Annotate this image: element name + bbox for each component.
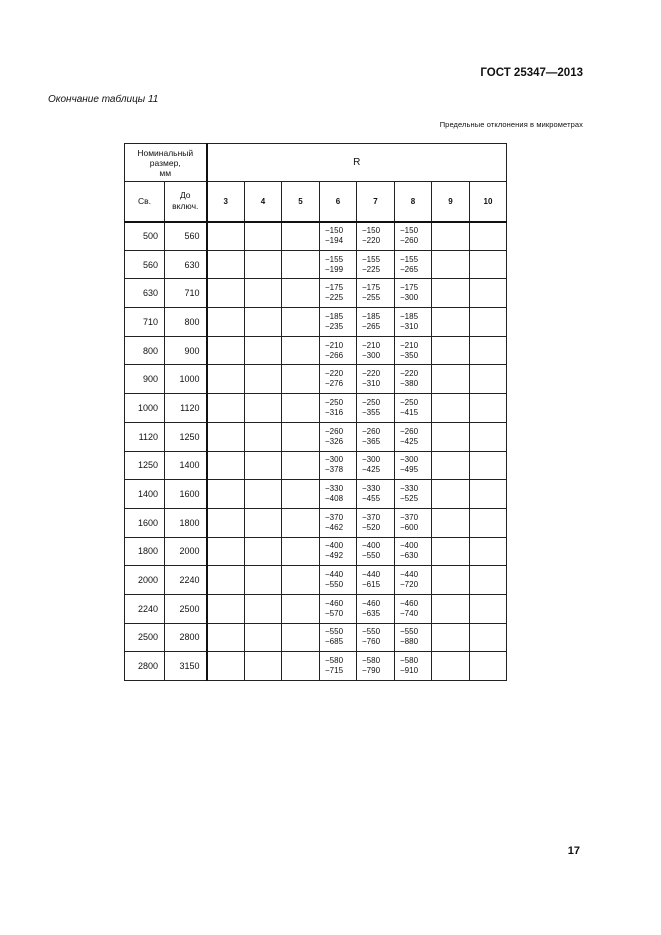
upper-deviation: −370 xyxy=(400,512,419,522)
lower-deviation: −380 xyxy=(400,379,419,389)
deviation-cell-g7 xyxy=(357,422,395,451)
upper-deviation: −580 xyxy=(400,656,419,666)
lower-deviation: −880 xyxy=(400,637,419,647)
size-from-cell: 2000 xyxy=(125,566,165,595)
upper-deviation: −460 xyxy=(400,598,419,608)
table-row xyxy=(125,652,507,681)
upper-deviation: −150 xyxy=(400,226,419,236)
deviation-cell-g7 xyxy=(357,652,395,681)
empty-grade-cell xyxy=(245,594,282,623)
deviation-cell-g6 xyxy=(320,566,357,595)
empty-grade-cell xyxy=(432,222,470,251)
upper-deviation: −440 xyxy=(325,570,344,580)
upper-deviation: −185 xyxy=(400,311,419,321)
size-to-cell: 1800 xyxy=(165,508,207,537)
empty-grade-cell xyxy=(207,365,245,394)
grade-header: 10 xyxy=(470,182,507,222)
empty-grade-cell xyxy=(245,537,282,566)
upper-deviation: −175 xyxy=(400,283,419,293)
lower-deviation: −550 xyxy=(325,580,344,590)
lower-deviation: −225 xyxy=(362,264,381,274)
deviation-cell-g8 xyxy=(395,451,432,480)
lower-deviation: −495 xyxy=(400,465,419,475)
size-to-cell: 1400 xyxy=(165,451,207,480)
empty-grade-cell xyxy=(207,451,245,480)
lower-deviation: −300 xyxy=(400,293,419,303)
deviation-cell-g7 xyxy=(357,508,395,537)
deviation-cell-g7 xyxy=(357,566,395,595)
table-row xyxy=(125,365,507,394)
deviation-cell-g8 xyxy=(395,365,432,394)
empty-grade-cell xyxy=(432,308,470,337)
nominal-size-header xyxy=(125,144,207,182)
upper-deviation: −175 xyxy=(362,283,381,293)
size-to-cell: 2000 xyxy=(165,537,207,566)
upper-deviation: −300 xyxy=(362,455,381,465)
size-from-cell: 1000 xyxy=(125,394,165,423)
deviation-cell-g6 xyxy=(320,422,357,451)
deviation-cell-g8 xyxy=(395,537,432,566)
lower-deviation: −455 xyxy=(362,494,381,504)
empty-grade-cell xyxy=(207,594,245,623)
empty-grade-cell xyxy=(282,537,320,566)
deviation-cell-g8 xyxy=(395,508,432,537)
lower-deviation: −350 xyxy=(400,350,419,360)
table-row xyxy=(125,508,507,537)
size-from-cell: 710 xyxy=(125,308,165,337)
deviation-cell-g6 xyxy=(320,365,357,394)
size-to-cell: 800 xyxy=(165,308,207,337)
nominal-header-line: мм xyxy=(159,167,172,178)
table-caption: Окончание таблицы 11 xyxy=(48,94,159,105)
empty-grade-cell xyxy=(245,250,282,279)
deviation-cell-g8 xyxy=(395,422,432,451)
upper-deviation: −330 xyxy=(362,484,381,494)
empty-grade-cell xyxy=(245,480,282,509)
lower-deviation: −266 xyxy=(325,350,344,360)
upper-deviation: −210 xyxy=(325,340,344,350)
upper-deviation: −155 xyxy=(400,254,419,264)
lower-deviation: −600 xyxy=(400,522,419,532)
deviation-cell-g8 xyxy=(395,222,432,251)
table-row xyxy=(125,480,507,509)
empty-grade-cell xyxy=(245,308,282,337)
upper-deviation: −150 xyxy=(325,226,344,236)
empty-grade-cell xyxy=(282,279,320,308)
upper-deviation: −400 xyxy=(362,541,381,551)
empty-grade-cell xyxy=(432,250,470,279)
lower-deviation: −492 xyxy=(325,551,344,561)
lower-deviation: −265 xyxy=(362,321,381,331)
upper-deviation: −185 xyxy=(325,311,344,321)
table-row xyxy=(125,566,507,595)
empty-grade-cell xyxy=(245,623,282,652)
empty-grade-cell xyxy=(432,652,470,681)
empty-grade-cell xyxy=(470,394,507,423)
lower-deviation: −790 xyxy=(362,666,381,676)
upper-deviation: −550 xyxy=(400,627,419,637)
size-from-cell: 500 xyxy=(125,222,165,251)
lower-deviation: −316 xyxy=(325,407,344,417)
lower-deviation: −355 xyxy=(362,407,381,417)
size-to-cell: 2800 xyxy=(165,623,207,652)
empty-grade-cell xyxy=(432,537,470,566)
lower-deviation: −760 xyxy=(362,637,381,647)
empty-grade-cell xyxy=(207,394,245,423)
lower-deviation: −425 xyxy=(400,436,419,446)
size-to-cell: 900 xyxy=(165,336,207,365)
deviation-cell-g7 xyxy=(357,222,395,251)
nominal-header-line: размер, xyxy=(149,157,181,168)
empty-grade-cell xyxy=(207,279,245,308)
empty-grade-cell xyxy=(207,480,245,509)
lower-deviation: −415 xyxy=(400,407,419,417)
upper-deviation: −370 xyxy=(325,512,344,522)
upper-deviation: −260 xyxy=(362,426,381,436)
upper-deviation: −175 xyxy=(325,283,344,293)
lower-deviation: −235 xyxy=(325,321,344,331)
size-from-cell: 1120 xyxy=(125,422,165,451)
empty-grade-cell xyxy=(470,480,507,509)
header-to-incl xyxy=(165,182,207,222)
upper-deviation: −400 xyxy=(325,541,344,551)
field-group-header: R xyxy=(207,144,507,182)
deviation-cell-g6 xyxy=(320,508,357,537)
empty-grade-cell xyxy=(470,652,507,681)
deviation-cell-g7 xyxy=(357,365,395,394)
lower-deviation: −220 xyxy=(362,236,381,246)
upper-deviation: −250 xyxy=(400,397,419,407)
lower-deviation: −255 xyxy=(362,293,381,303)
table-row xyxy=(125,537,507,566)
empty-grade-cell xyxy=(282,451,320,480)
size-from-cell: 1600 xyxy=(125,508,165,537)
grade-header: 3 xyxy=(207,182,245,222)
size-to-cell: 1120 xyxy=(165,394,207,423)
deviation-cell-g8 xyxy=(395,566,432,595)
empty-grade-cell xyxy=(245,394,282,423)
lower-deviation: −715 xyxy=(325,666,344,676)
empty-grade-cell xyxy=(282,308,320,337)
table-row xyxy=(125,279,507,308)
deviation-cell-g8 xyxy=(395,594,432,623)
page-number: 17 xyxy=(567,845,580,857)
empty-grade-cell xyxy=(207,623,245,652)
deviation-cell-g6 xyxy=(320,537,357,566)
empty-grade-cell xyxy=(470,308,507,337)
deviation-cell-g7 xyxy=(357,250,395,279)
size-to-cell: 1250 xyxy=(165,422,207,451)
lower-deviation: −310 xyxy=(400,321,419,331)
upper-deviation: −210 xyxy=(400,340,419,350)
empty-grade-cell xyxy=(470,365,507,394)
deviation-cell-g7 xyxy=(357,394,395,423)
upper-deviation: −185 xyxy=(362,311,381,321)
nominal-header-line: Номинальный xyxy=(137,147,194,158)
grade-header: 8 xyxy=(395,182,432,222)
table-row xyxy=(125,422,507,451)
upper-deviation: −250 xyxy=(325,397,344,407)
grade-header: 6 xyxy=(320,182,357,222)
deviation-cell-g7 xyxy=(357,623,395,652)
lower-deviation: −276 xyxy=(325,379,344,389)
empty-grade-cell xyxy=(282,365,320,394)
deviation-cell-g8 xyxy=(395,623,432,652)
document-code: ГОСТ 25347—2013 xyxy=(480,67,583,79)
size-from-cell: 630 xyxy=(125,279,165,308)
empty-grade-cell xyxy=(245,279,282,308)
deviation-cell-g6 xyxy=(320,480,357,509)
empty-grade-cell xyxy=(470,451,507,480)
empty-grade-cell xyxy=(245,336,282,365)
upper-deviation: −460 xyxy=(362,598,381,608)
empty-grade-cell xyxy=(245,652,282,681)
upper-deviation: −580 xyxy=(362,656,381,666)
table-row xyxy=(125,594,507,623)
table-row xyxy=(125,336,507,365)
lower-deviation: −194 xyxy=(325,236,344,246)
deviation-cell-g6 xyxy=(320,250,357,279)
empty-grade-cell xyxy=(432,480,470,509)
size-to-cell: 3150 xyxy=(165,652,207,681)
upper-deviation: −210 xyxy=(362,340,381,350)
lower-deviation: −685 xyxy=(325,637,344,647)
upper-deviation: −220 xyxy=(325,369,344,379)
empty-grade-cell xyxy=(207,308,245,337)
upper-deviation: −300 xyxy=(400,455,419,465)
empty-grade-cell xyxy=(282,623,320,652)
deviation-cell-g6 xyxy=(320,594,357,623)
size-from-cell: 900 xyxy=(125,365,165,394)
empty-grade-cell xyxy=(207,652,245,681)
upper-deviation: −460 xyxy=(325,598,344,608)
units-note: Предельные отклонения в микрометрах xyxy=(439,120,583,129)
empty-grade-cell xyxy=(432,336,470,365)
deviation-cell-g6 xyxy=(320,394,357,423)
size-from-cell: 2800 xyxy=(125,652,165,681)
empty-grade-cell xyxy=(282,394,320,423)
empty-grade-cell xyxy=(470,336,507,365)
lower-deviation: −408 xyxy=(325,494,344,504)
lower-deviation: −225 xyxy=(325,293,344,303)
empty-grade-cell xyxy=(207,566,245,595)
deviation-cell-g7 xyxy=(357,480,395,509)
lower-deviation: −630 xyxy=(400,551,419,561)
empty-grade-cell xyxy=(432,623,470,652)
deviation-cell-g8 xyxy=(395,279,432,308)
deviation-cell-g6 xyxy=(320,308,357,337)
grade-header: 7 xyxy=(357,182,395,222)
header-to-line: До xyxy=(179,190,191,201)
empty-grade-cell xyxy=(282,594,320,623)
lower-deviation: −740 xyxy=(400,608,419,618)
upper-deviation: −220 xyxy=(362,369,381,379)
empty-grade-cell xyxy=(245,508,282,537)
empty-grade-cell xyxy=(432,422,470,451)
upper-deviation: −400 xyxy=(400,541,419,551)
lower-deviation: −378 xyxy=(325,465,344,475)
empty-grade-cell xyxy=(432,451,470,480)
lower-deviation: −910 xyxy=(400,666,419,676)
empty-grade-cell xyxy=(245,222,282,251)
size-from-cell: 2500 xyxy=(125,623,165,652)
header-to-line: включ. xyxy=(172,201,199,212)
empty-grade-cell xyxy=(207,250,245,279)
empty-grade-cell xyxy=(245,451,282,480)
deviation-cell-g7 xyxy=(357,451,395,480)
upper-deviation: −260 xyxy=(325,426,344,436)
lower-deviation: −265 xyxy=(400,264,419,274)
size-from-cell: 2240 xyxy=(125,594,165,623)
lower-deviation: −520 xyxy=(362,522,381,532)
empty-grade-cell xyxy=(207,537,245,566)
table-row xyxy=(125,623,507,652)
empty-grade-cell xyxy=(282,508,320,537)
lower-deviation: −326 xyxy=(325,436,344,446)
table-row xyxy=(125,250,507,279)
upper-deviation: −155 xyxy=(325,254,344,264)
empty-grade-cell xyxy=(245,365,282,394)
size-to-cell: 1600 xyxy=(165,480,207,509)
size-to-cell: 630 xyxy=(165,250,207,279)
deviation-cell-g6 xyxy=(320,623,357,652)
grade-header: 4 xyxy=(245,182,282,222)
table-row xyxy=(125,308,507,337)
empty-grade-cell xyxy=(282,422,320,451)
size-from-cell: 800 xyxy=(125,336,165,365)
deviation-cell-g7 xyxy=(357,308,395,337)
lower-deviation: −615 xyxy=(362,580,381,590)
upper-deviation: −300 xyxy=(325,455,344,465)
size-from-cell: 1800 xyxy=(125,537,165,566)
empty-grade-cell xyxy=(470,250,507,279)
upper-deviation: −250 xyxy=(362,397,381,407)
lower-deviation: −310 xyxy=(362,379,381,389)
upper-deviation: −220 xyxy=(400,369,419,379)
table-row xyxy=(125,394,507,423)
upper-deviation: −440 xyxy=(362,570,381,580)
empty-grade-cell xyxy=(432,394,470,423)
deviation-cell-g8 xyxy=(395,480,432,509)
header-from: Св. xyxy=(125,182,165,222)
upper-deviation: −330 xyxy=(325,484,344,494)
lower-deviation: −525 xyxy=(400,494,419,504)
empty-grade-cell xyxy=(432,566,470,595)
deviation-cell-g6 xyxy=(320,336,357,365)
lower-deviation: −550 xyxy=(362,551,381,561)
deviation-cell-g8 xyxy=(395,394,432,423)
empty-grade-cell xyxy=(470,279,507,308)
deviation-cell-g6 xyxy=(320,451,357,480)
table-body xyxy=(125,222,507,681)
deviation-cell-g6 xyxy=(320,279,357,308)
lower-deviation: −425 xyxy=(362,465,381,475)
grade-header: 9 xyxy=(432,182,470,222)
size-to-cell: 710 xyxy=(165,279,207,308)
deviation-cell-g7 xyxy=(357,279,395,308)
tolerance-table xyxy=(124,143,507,681)
empty-grade-cell xyxy=(470,594,507,623)
lower-deviation: −635 xyxy=(362,608,381,618)
empty-grade-cell xyxy=(245,422,282,451)
upper-deviation: −150 xyxy=(362,226,381,236)
grade-header: 5 xyxy=(282,182,320,222)
table-row xyxy=(125,451,507,480)
size-from-cell: 560 xyxy=(125,250,165,279)
size-from-cell: 1400 xyxy=(125,480,165,509)
upper-deviation: −155 xyxy=(362,254,381,264)
empty-grade-cell xyxy=(282,250,320,279)
lower-deviation: −260 xyxy=(400,236,419,246)
deviation-cell-g7 xyxy=(357,594,395,623)
upper-deviation: −550 xyxy=(362,627,381,637)
empty-grade-cell xyxy=(245,566,282,595)
lower-deviation: −199 xyxy=(325,264,344,274)
empty-grade-cell xyxy=(282,336,320,365)
empty-grade-cell xyxy=(470,222,507,251)
lower-deviation: −570 xyxy=(325,608,344,618)
empty-grade-cell xyxy=(207,422,245,451)
table-row xyxy=(125,222,507,251)
empty-grade-cell xyxy=(470,422,507,451)
size-from-cell: 1250 xyxy=(125,451,165,480)
empty-grade-cell xyxy=(470,623,507,652)
deviation-cell-g8 xyxy=(395,308,432,337)
deviation-cell-g6 xyxy=(320,652,357,681)
size-to-cell: 560 xyxy=(165,222,207,251)
empty-grade-cell xyxy=(470,537,507,566)
size-to-cell: 2500 xyxy=(165,594,207,623)
deviation-cell-g8 xyxy=(395,250,432,279)
empty-grade-cell xyxy=(470,508,507,537)
empty-grade-cell xyxy=(432,365,470,394)
empty-grade-cell xyxy=(207,336,245,365)
empty-grade-cell xyxy=(282,222,320,251)
size-to-cell: 2240 xyxy=(165,566,207,595)
empty-grade-cell xyxy=(432,594,470,623)
deviation-cell-g8 xyxy=(395,336,432,365)
empty-grade-cell xyxy=(432,279,470,308)
deviation-cell-g8 xyxy=(395,652,432,681)
upper-deviation: −260 xyxy=(400,426,419,436)
upper-deviation: −370 xyxy=(362,512,381,522)
deviation-cell-g7 xyxy=(357,336,395,365)
deviation-cell-g6 xyxy=(320,222,357,251)
upper-deviation: −550 xyxy=(325,627,344,637)
empty-grade-cell xyxy=(207,222,245,251)
size-to-cell: 1000 xyxy=(165,365,207,394)
empty-grade-cell xyxy=(282,480,320,509)
empty-grade-cell xyxy=(282,652,320,681)
lower-deviation: −365 xyxy=(362,436,381,446)
lower-deviation: −720 xyxy=(400,580,419,590)
lower-deviation: −462 xyxy=(325,522,344,532)
upper-deviation: −440 xyxy=(400,570,419,580)
upper-deviation: −580 xyxy=(325,656,344,666)
lower-deviation: −300 xyxy=(362,350,381,360)
deviation-cell-g7 xyxy=(357,537,395,566)
empty-grade-cell xyxy=(432,508,470,537)
empty-grade-cell xyxy=(207,508,245,537)
empty-grade-cell xyxy=(282,566,320,595)
empty-grade-cell xyxy=(470,566,507,595)
upper-deviation: −330 xyxy=(400,484,419,494)
